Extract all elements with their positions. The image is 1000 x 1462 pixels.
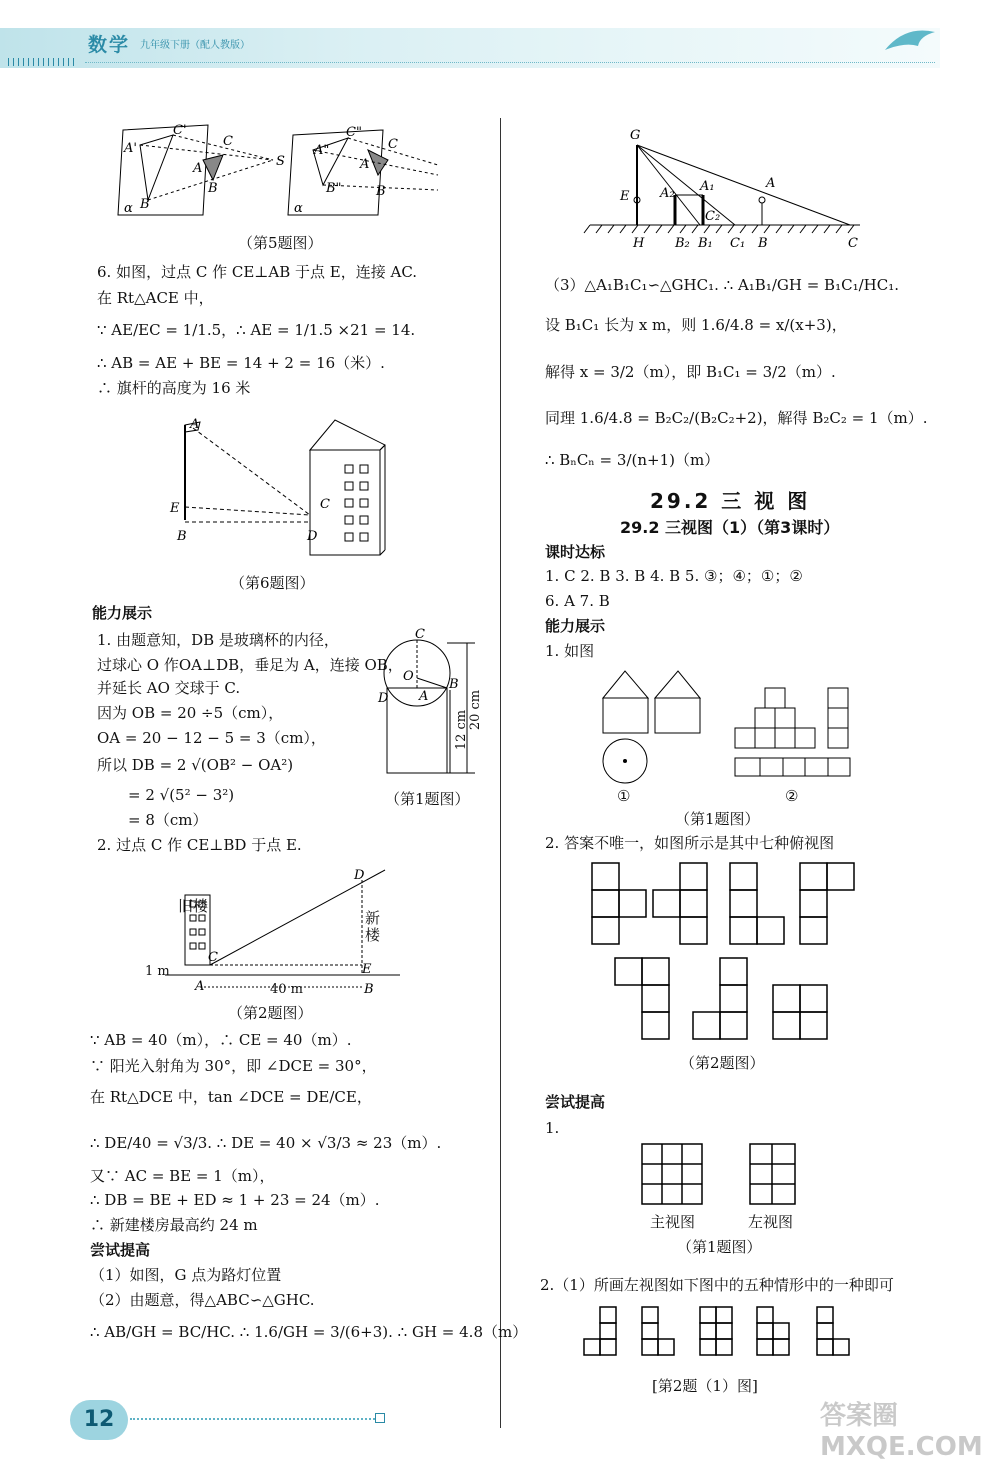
a2-line1: ∵ AB = 40（m），∴ CE = 40（m）. (90, 1031, 352, 1049)
svg-text:O: O (403, 669, 414, 684)
footer-square-icon (375, 1413, 385, 1423)
seven-top-views (590, 860, 870, 1050)
svg-text:C: C (223, 134, 233, 149)
svg-text:B₁: B₁ (698, 236, 713, 251)
svg-text:B": B" (326, 181, 342, 196)
fig5-caption: （第5题图） (238, 234, 323, 252)
footer-line (130, 1418, 375, 1420)
streetlight-diagram (590, 125, 870, 250)
a1-line2: 过球心 O 作OA⊥DB，垂足为 A，连接 OB， (97, 656, 403, 674)
fig5-diagram (118, 120, 418, 220)
svg-text:B: B (364, 982, 374, 997)
right-a1: 1. 如图 (545, 642, 595, 660)
q6-line4: ∴ AB = AE + BE = 14 + 2 = 16（米）. (97, 354, 385, 372)
p3-line5: ∴ BₙCₙ = 3/(n+1)（m） (545, 451, 720, 469)
a2-line6: ∴ DB = BE + ED ≈ 1 + 23 = 24（m）. (90, 1191, 380, 1209)
svg-text:C": C" (346, 125, 362, 140)
left-ability-title: 能力展示 (92, 604, 153, 622)
front-view-label: 主视图 (650, 1213, 696, 1231)
svg-text:G: G (630, 128, 641, 143)
label-new-building: 新楼 (365, 909, 381, 944)
circle-label-1: ① (617, 787, 631, 805)
right-t1: 1. (545, 1119, 560, 1137)
left-view-label: 左视图 (748, 1213, 794, 1231)
svg-text:E: E (620, 189, 630, 204)
svg-text:C': C' (173, 123, 187, 138)
try-line2: （2）由题意，得△ABC∽△GHC. (90, 1291, 315, 1309)
watermark: 答案圈 MXQE.COM (820, 1401, 983, 1462)
q6-line5: ∴ 旗杆的高度为 16 米 (97, 379, 251, 397)
a2-line4: ∴ DE/40 = √3/3. ∴ DE = 40 × √3/3 ≈ 23（m）. (90, 1134, 442, 1152)
p3-line4: 同理 1.6/4.8 = B₂C₂/(B₂C₂+2)，解得 B₂C₂ = 1（m）. (545, 409, 928, 427)
buildings-diagram (140, 865, 400, 995)
fig6-caption: （第6题图） (230, 574, 315, 592)
svg-text:A₁: A₁ (700, 179, 715, 194)
svg-text:A': A' (124, 141, 137, 156)
circle-label-2: ② (785, 787, 799, 805)
three-view-figure1 (600, 666, 860, 786)
fig-a1-caption: （第1题图） (385, 790, 470, 808)
header-subtitle: 九年级下册（配人教版） (140, 40, 250, 51)
try-fig2-caption: [第2题（1）图] (652, 1377, 758, 1395)
svg-text:A: A (766, 176, 776, 191)
svg-text:B: B (208, 181, 218, 196)
p3-line1: （3）△A₁B₁C₁∽△GHC₁. ∴ A₁B₁/GH = B₁C₁/HC₁. (545, 276, 899, 294)
right-ability-title: 能力展示 (545, 617, 606, 635)
svg-text:C₂: C₂ (705, 209, 721, 224)
svg-text:D: D (378, 691, 389, 706)
try-line3: ∴ AB/GH = BC/HC. ∴ 1.6/GH = 3/(6+3). ∴ GH = 4.8（m） (90, 1323, 528, 1341)
header-subject: 数学 (88, 34, 131, 56)
label-40m: 40 m (270, 982, 304, 997)
svg-text:A: A (193, 161, 203, 176)
svg-text:C: C (208, 950, 218, 965)
subsection-title: 29.2 三视图（1）（第3课时） (620, 518, 840, 537)
svg-text:A: A (419, 689, 429, 704)
right-fig1-caption: （第1题图） (675, 810, 760, 828)
fig6-diagram (165, 410, 405, 550)
try-fig1-caption: （第1题图） (677, 1238, 762, 1256)
svg-text:A: A (190, 417, 200, 432)
svg-text:C₁: C₁ (730, 236, 746, 251)
svg-text:H: H (633, 236, 645, 251)
svg-text:A": A" (314, 143, 330, 158)
svg-text:α: α (294, 201, 303, 216)
label-1m: 1 m (145, 964, 170, 979)
section-title: 29.2 三 视 图 (650, 489, 811, 513)
svg-text:S: S (276, 154, 285, 169)
svg-text:B: B (376, 184, 386, 199)
svg-text:E: E (170, 501, 180, 516)
a1-line8: = 8（cm） (128, 811, 208, 829)
svg-text:α: α (124, 201, 133, 216)
answers-line1: 1. C 2. B 3. B 4. B 5. ③；④；①；② (545, 567, 803, 585)
page-header (0, 0, 1000, 78)
right-a2: 2. 答案不唯一，如图所示是其中七种俯视图 (545, 834, 835, 852)
svg-text:D: D (307, 529, 318, 544)
a1-line3: 并延长 AO 交球于 C. (97, 679, 241, 697)
svg-text:E: E (362, 962, 372, 977)
try-line1: （1）如图，G 点为路灯位置 (90, 1266, 282, 1284)
fig-a2-caption: （第2题图） (228, 1004, 313, 1022)
a1-line6: 所以 DB = 2 √(OB² − OA²) (97, 756, 294, 774)
header-line (85, 62, 935, 63)
svg-text:A: A (360, 157, 370, 172)
label-12cm: 12 cm (454, 709, 470, 751)
label-20cm: 20 cm (468, 689, 484, 731)
svg-text:D: D (354, 868, 365, 883)
answers-line2: 6. A 7. B (545, 592, 610, 610)
svg-text:B: B (449, 677, 459, 692)
a1-line5: OA = 20 − 12 − 5 = 3（cm）， (97, 729, 326, 747)
q6-line3: ∵ AE/EC = 1/1.5，∴ AE = 1/1.5 ×21 = 14. (97, 321, 416, 339)
svg-text:B₂: B₂ (675, 236, 690, 251)
front-left-views (640, 1142, 810, 1212)
a2-line5: 又∵ AC = BE = 1（m）， (90, 1167, 275, 1185)
a2-title: 2. 过点 C 作 CE⊥BD 于点 E. (97, 836, 302, 854)
p3-line2: 设 B₁C₁ 长为 x m，则 1.6/4.8 = x/(x+3)， (545, 316, 847, 334)
label-old-building: 旧楼 (178, 897, 209, 915)
header-ticks (8, 58, 78, 66)
svg-text:C: C (848, 236, 858, 251)
p3-line3: 解得 x = 3/2（m），即 B₁C₁ = 3/2（m）. (545, 363, 836, 381)
q6-line2: 在 Rt△ACE 中， (97, 289, 214, 307)
a2-line3: 在 Rt△DCE 中，tan ∠DCE = DE/CE， (90, 1088, 372, 1106)
five-left-views (582, 1305, 852, 1360)
right-fig2-caption: （第2题图） (680, 1054, 765, 1072)
svg-text:C: C (415, 627, 425, 642)
svg-text:B: B (177, 529, 187, 544)
a1-line1: 1. 由题意知，DB 是玻璃杯的内径， (97, 631, 339, 649)
right-try-title: 尝试提高 (545, 1093, 606, 1111)
svg-text:C: C (388, 137, 398, 152)
left-try-title: 尝试提高 (90, 1241, 151, 1259)
svg-text:C: C (320, 497, 330, 512)
column-divider (500, 118, 501, 1428)
svg-text:A₂: A₂ (660, 186, 675, 201)
svg-text:A: A (195, 979, 205, 994)
page-number: 12 (70, 1400, 128, 1440)
a2-line2: ∵ 阳光入射角为 30°，即 ∠DCE = 30°， (90, 1057, 377, 1075)
goal-title: 课时达标 (545, 543, 606, 561)
a1-line7: = 2 √(5² − 3²) (128, 786, 235, 804)
right-t2: 2.（1）所画左视图如下图中的五种情形中的一种即可 (540, 1276, 894, 1294)
a2-line7: ∴ 新建楼房最高约 24 m (90, 1216, 258, 1234)
a1-line4: 因为 OB = 20 ÷5（cm）， (97, 704, 284, 722)
svg-text:B: B (140, 197, 150, 212)
svg-text:B: B (758, 236, 768, 251)
q6-line1: 6. 如图，过点 C 作 CE⊥AB 于点 E，连接 AC. (97, 263, 418, 281)
dolphin-icon (880, 20, 940, 60)
